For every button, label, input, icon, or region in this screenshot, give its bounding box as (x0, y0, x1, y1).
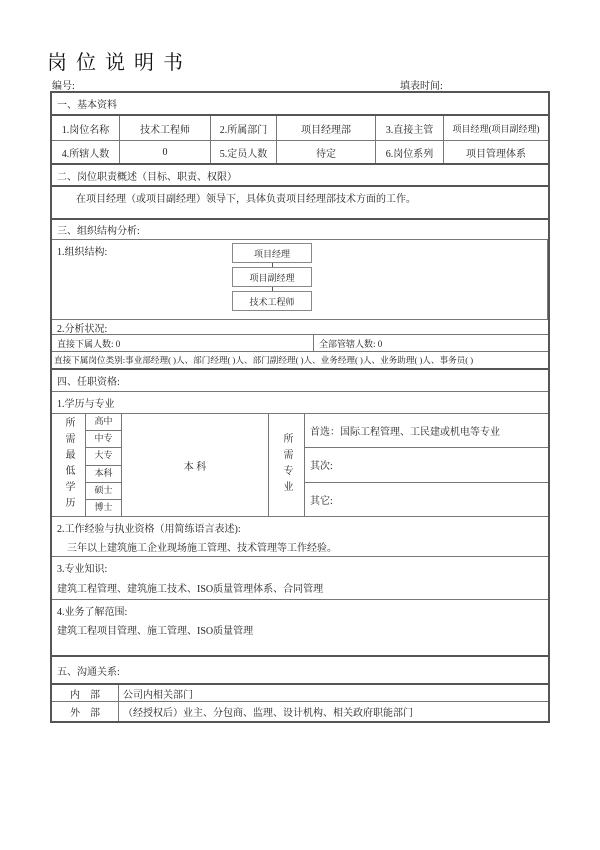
job-table (50, 91, 550, 723)
education-levels (86, 414, 122, 516)
section-org-header: 三、组织结构分析: (57, 226, 140, 237)
education-label: 1.学历与专业 (57, 399, 115, 410)
level-doctor: 博士 (94, 501, 113, 512)
knowledge-text: 建筑工程管理、建筑施工技术、ISO质量管理体系、合同管理 (57, 584, 324, 595)
level-bachelor: 本科 (86, 466, 121, 483)
min-education-label: 所需最低学历 (63, 417, 74, 513)
analysis-label: 2.分析状况: (57, 323, 108, 335)
org-label: 1.组织结构: (52, 240, 548, 319)
knowledge-row (52, 557, 548, 600)
external-label: 外 部 (52, 702, 119, 721)
value-staffing: 待定 (277, 141, 376, 163)
section-duty-header: 二、岗位职责概述（目标、职责、权限） (57, 171, 237, 183)
basic-row-2 (52, 141, 548, 165)
org-box-deputy-manager: 项目副经理 (232, 267, 312, 287)
education-block (52, 414, 548, 517)
major-preferred: 首选：国际工程管理、工民建或机电等专业 (305, 414, 548, 448)
org-chart-row (52, 240, 548, 320)
knowledge-label: 3.专业知识: (57, 564, 108, 575)
org-box-tech-engineer: 技术工程师 (232, 291, 312, 311)
value-series: 项目管理体系 (466, 148, 526, 160)
duty-text: 在项目经理（或项目副经理）领导下，具体负责项目经理部技术方面的工作。 (76, 194, 416, 205)
number-label: 编号: (52, 81, 75, 92)
label-series: 6.岗位系列 (376, 141, 444, 163)
level-technical: 中专 (86, 431, 121, 448)
experience-label: 2.工作经验与执业资格（用简练语言表述): (57, 524, 241, 535)
experience-text: 三年以上建筑施工企业现场施工管理、技术管理等工作经验。 (67, 543, 337, 554)
page-title: 岗位说明书 (47, 52, 192, 74)
experience-row (52, 517, 548, 557)
total-reports: 全部管辖人数: 0 (319, 338, 383, 349)
report-categories: 直接下属岗位类别:事业部经理( )人、部门经理( )人、部门副经理( )人、业务经理( )人、业务助理( )人、事务员( ) (54, 355, 474, 365)
value-department: 项目经理部 (277, 116, 376, 140)
section-communication-header: 五、沟通关系: (57, 666, 120, 678)
section-basic-header: 一、基本资料 (57, 100, 117, 111)
major-other: 其它: (310, 495, 333, 507)
label-supervisor: 3.直接主管 (376, 116, 444, 140)
external-value: （经授权后）业主、分包商、监理、设计机构、相关政府职能部门 (123, 708, 413, 719)
direct-reports: 直接下属人数: 0 (52, 335, 314, 351)
org-box-project-manager: 项目经理 (232, 243, 312, 263)
basic-row-1 (52, 116, 548, 141)
value-supervisor: 项目经理(项目副经理) (452, 123, 540, 134)
label-staffing: 5.定员人数 (211, 141, 277, 163)
level-college: 大专 (86, 448, 121, 465)
label-headcount: 4.所辖人数 (52, 141, 120, 163)
level-high-school: 高中 (86, 414, 121, 431)
scope-row (52, 600, 548, 657)
internal-label: 内 部 (52, 685, 119, 701)
scope-text: 建筑工程项目管理、施工管理、ISO质量管理 (57, 626, 254, 637)
section-qualification-header: 四、任职资格: (57, 377, 120, 388)
internal-value: 公司内相关部门 (123, 689, 193, 701)
scope-label: 4.业务了解范围: (57, 607, 128, 618)
value-position-name: 技术工程师 (120, 116, 211, 140)
label-position-name: 1.岗位名称 (52, 116, 120, 140)
level-master: 硕士 (86, 483, 121, 500)
label-department: 2.所属部门 (211, 116, 277, 140)
major-secondary: 其次: (305, 448, 548, 482)
selected-education: 本 科 (122, 414, 269, 516)
value-headcount: 0 (120, 141, 211, 163)
major-label: 所需专业 (281, 433, 292, 497)
date-label: 填表时间: (400, 81, 443, 92)
